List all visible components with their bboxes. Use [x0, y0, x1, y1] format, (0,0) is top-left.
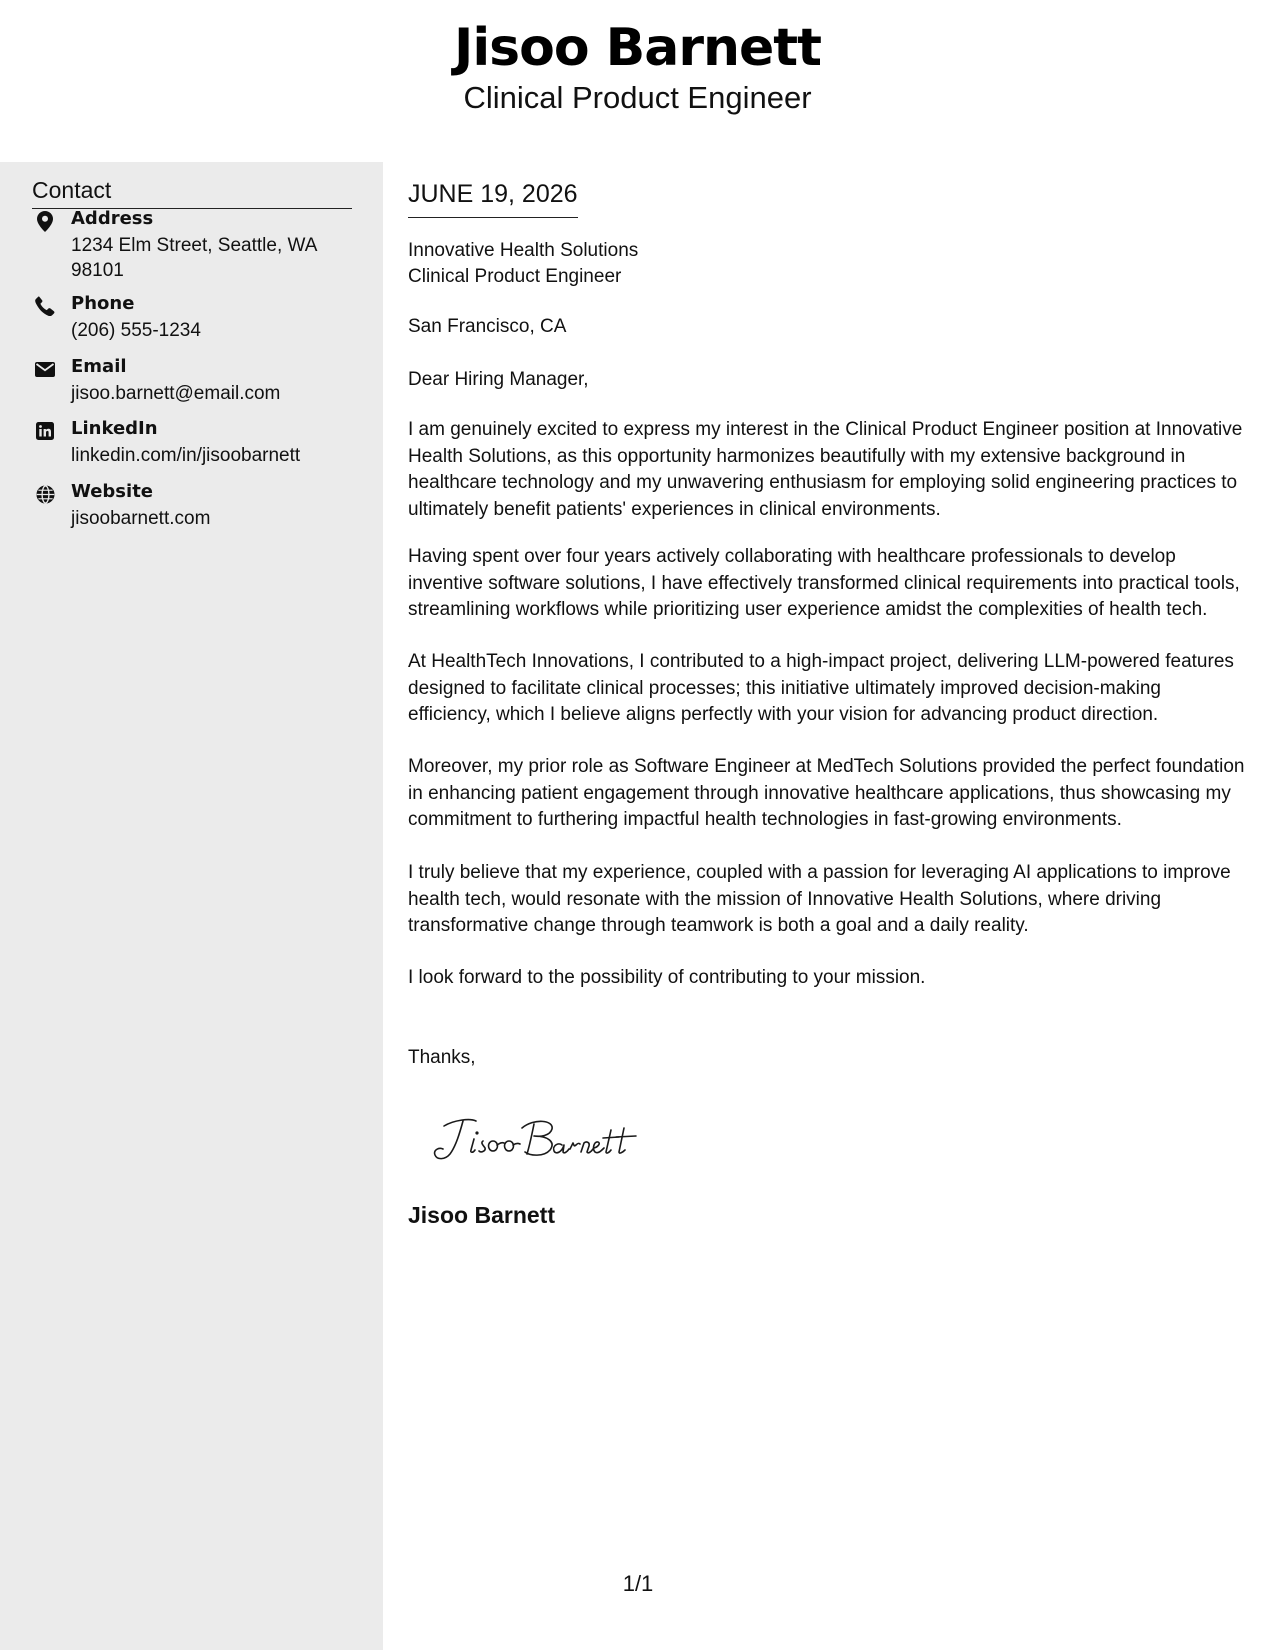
- signer-name: Jisoo Barnett: [408, 1202, 555, 1228]
- address-value: 1234 Elm Street, Seattle, WA 98101: [71, 235, 317, 281]
- recipient-location: San Francisco, CA: [408, 316, 567, 337]
- letter-paragraph: Moreover, my prior role as Software Engineer at MedTech Solutions provided the perfect foundation in enhancing patient engagement through innovative healthcare applications, thus showcasing my commitment to furthering impactful health technologies in fast-growing environments.: [408, 756, 1245, 830]
- map-pin-icon: [32, 208, 58, 234]
- letter-paragraph: I look forward to the possibility of contributing to your mission.: [408, 967, 926, 988]
- phone-icon: [32, 293, 58, 319]
- letter-paragraph: Having spent over four years actively collaborating with healthcare professionals to develop inventive software solutions, I have effectively transformed clinical requirements into practical tools, streamlining workflows while prioritizing user experience amidst the complexities of health tech.: [408, 546, 1240, 620]
- linkedin-label: LinkedIn: [71, 418, 158, 439]
- contact-sidebar: [0, 162, 383, 1650]
- letter-header: [0, 0, 1275, 162]
- phone-label: Phone: [71, 293, 135, 314]
- address-label: Address: [71, 208, 154, 229]
- globe-icon: [32, 481, 58, 507]
- salutation: Dear Hiring Manager,: [408, 369, 589, 390]
- handwritten-signature: [430, 1112, 660, 1173]
- website-value: jisoobarnett.com: [71, 508, 211, 529]
- letter-paragraph: I am genuinely excited to express my interest in the Clinical Product Engineer position at Innovative Health Solutions, as this opportunity harmonizes beautifully with my extensive background in healthcare technology and my unwavering enthusiasm for employing solid engineering practices to ultimately benefit patients' experiences in clinical environments.: [408, 419, 1243, 520]
- phone-value: (206) 555-1234: [71, 320, 201, 341]
- page-number: 1/1: [622, 1571, 654, 1596]
- contact-heading: Contact: [32, 177, 352, 209]
- applicant-title: Clinical Product Engineer: [463, 80, 812, 115]
- email-label: Email: [71, 356, 127, 377]
- letter-date: JUNE 19, 2026: [408, 180, 578, 218]
- recipient-company: Innovative Health Solutions: [408, 240, 639, 261]
- letter-paragraph: I truly believe that my experience, coupled with a passion for leveraging AI applications to improve health tech, would resonate with the mission of Innovative Health Solutions, where driving transformative change through teamwork is both a goal and a daily reality.: [408, 862, 1231, 936]
- linkedin-value: linkedin.com/in/jisoobarnett: [71, 445, 301, 466]
- applicant-name: Jisoo Barnett: [453, 18, 822, 78]
- closing: Thanks,: [408, 1047, 476, 1068]
- recipient-position: Clinical Product Engineer: [408, 266, 622, 287]
- linkedin-icon: [32, 418, 58, 444]
- website-label: Website: [71, 481, 154, 502]
- letter-paragraph: At HealthTech Innovations, I contributed to a high-impact project, delivering LLM-powered features designed to facilitate clinical processes; this initiative ultimately improved decision-making efficiency, which I believe aligns perfectly with your vision for advancing product direction.: [408, 651, 1234, 725]
- envelope-icon: [32, 356, 58, 382]
- email-value: jisoo.barnett@email.com: [71, 383, 281, 404]
